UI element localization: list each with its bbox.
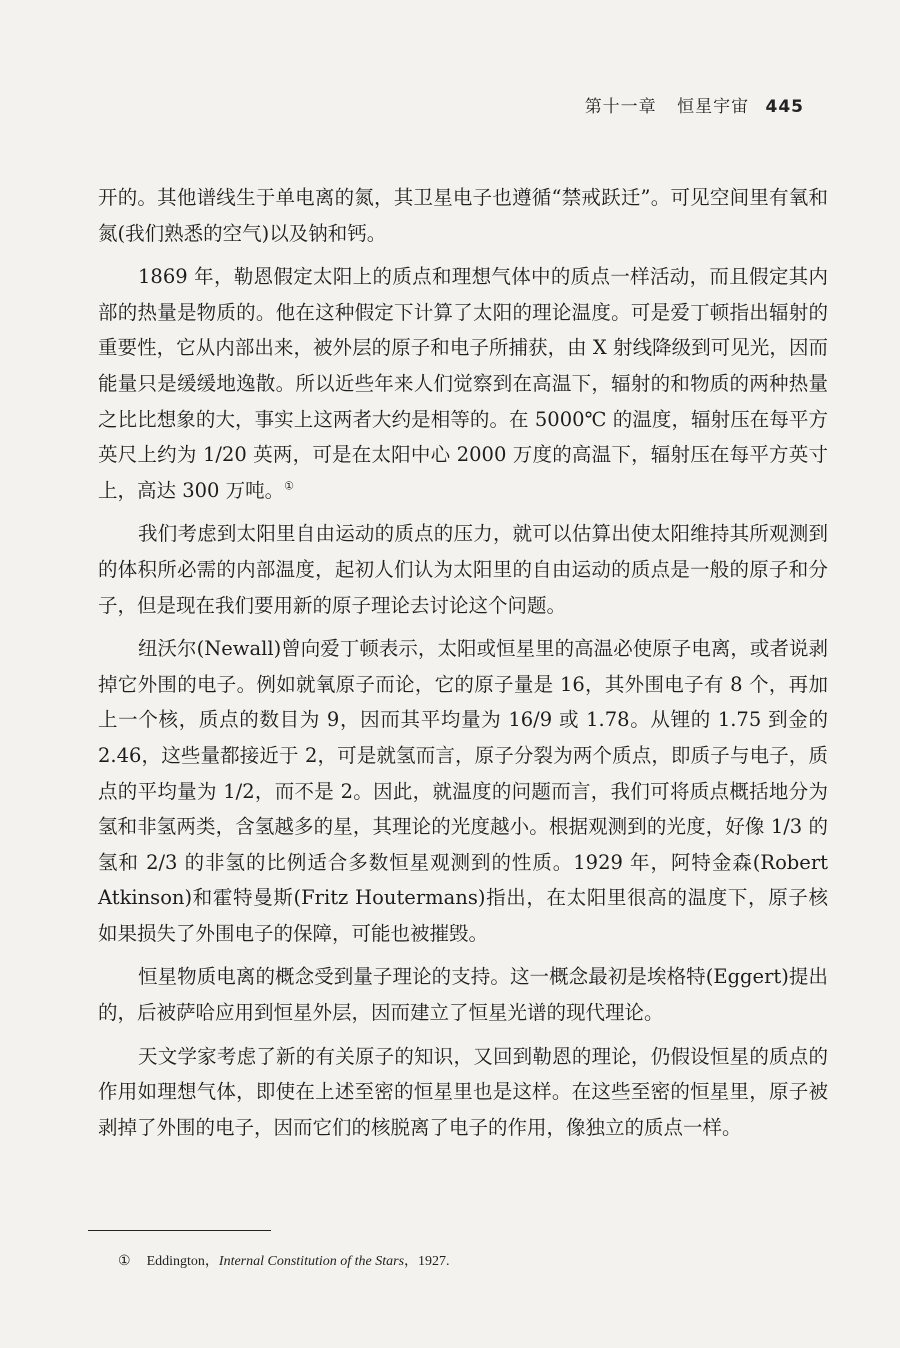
footnote-mark: ①: [118, 1254, 131, 1269]
running-head: [571, 92, 804, 117]
footnote-divider: [88, 1230, 271, 1231]
paragraph: 恒星物质电离的概念受到量子理论的支持。这一概念最初是埃格特(Eggert)提出的，后被萨哈应用到恒星外层，因而建立了恒星光谱的现代理论。: [98, 965, 828, 1025]
page-number: 445: [765, 97, 804, 117]
chapter-title: 恒星宇宙: [677, 97, 750, 117]
paragraph: 纽沃尔(Newall)曾向爱丁顿表示，太阳或恒星里的高温必使原子电离，或者说剥掉它外围的电子。例如就氧原子而论，它的原子量是 16，其外围电子有 8 个，再加上一个核，质点的数目为 9，因而其平均量为 16/9 或 1.78。从锂的 1.75 到金的 2.46，这些量都接近于 2，可是就氢而言，原子分裂为两个质点，即质子与电子，质点的平均量为 1/2，而不是 2。因此，就温度的问题而言，我们可将质点概括地分为氢和非氢两类，含氢越多的星，其理论的光度越小。根据观测到的光度，好像 1/3 的氢和 2/3 的非氢的比例适合多数恒星观测到的性质。1929 年，阿特金森(Robert Atkinson)和霍特曼斯(Fritz Houtermans)指出，在太阳里很高的温度下，原子核如果损失了外围电子的保障，可能也被摧毁。: [98, 637, 828, 945]
footnote-reference: ①: [284, 479, 294, 493]
paragraph: 我们考虑到太阳里自由运动的质点的压力，就可以估算出使太阳维持其所观测到的体积所必需的内部温度，起初人们认为太阳里的自由运动的质点是一般的原子和分子，但是现在我们要用新的原子理论去讨论这个问题。: [98, 522, 828, 617]
footnote-year: ，1927.: [404, 1254, 450, 1269]
footnote-work-title: Internal Constitution of the Stars: [218, 1254, 405, 1269]
paragraph: 天文学家考虑了新的有关原子的知识，又回到勒恩的理论，仍假设恒星的质点的作用如理想气体，即使在上述至密的恒星里也是这样。在这些至密的恒星里，原子被剥掉了外围的电子，因而它们的核脱离了电子的作用，像独立的质点一样。: [98, 1044, 828, 1139]
paragraph: 开的。其他谱线生于单电离的氮，其卫星电子也遵循“禁戒跃迁”。可见空间里有氧和氮(我们熟悉的空气)以及钠和钙。: [98, 186, 828, 245]
paragraph: [98, 259, 828, 508]
footnote: [118, 1250, 450, 1270]
paragraph-text: 1869 年，勒恩假定太阳上的质点和理想气体中的质点一样活动，而且假定其内部的热量是物质的。他在这种假定下计算了太阳的理论温度。可是爱丁顿指出辐射的重要性，它从内部出来，被外层的原子和电子所捕获，由 X 射线降级到可见光，因而能量只是缓缓地逸散。所以近些年来人们觉察到在高温下，辐射的和物质的两种热量之比比想象的大，事实上这两者大约是相等的。在 5000℃ 的温度，辐射压在每平方英尺上约为 1/20 英两，可是在太阳中心 2000 万度的高温下，辐射压在每平方英寸上，高达 300 万吨。: [98, 265, 828, 502]
chapter-label: 第十一章: [584, 97, 657, 117]
footnote-author: Eddington，: [146, 1254, 219, 1269]
body-text: [98, 180, 828, 1153]
